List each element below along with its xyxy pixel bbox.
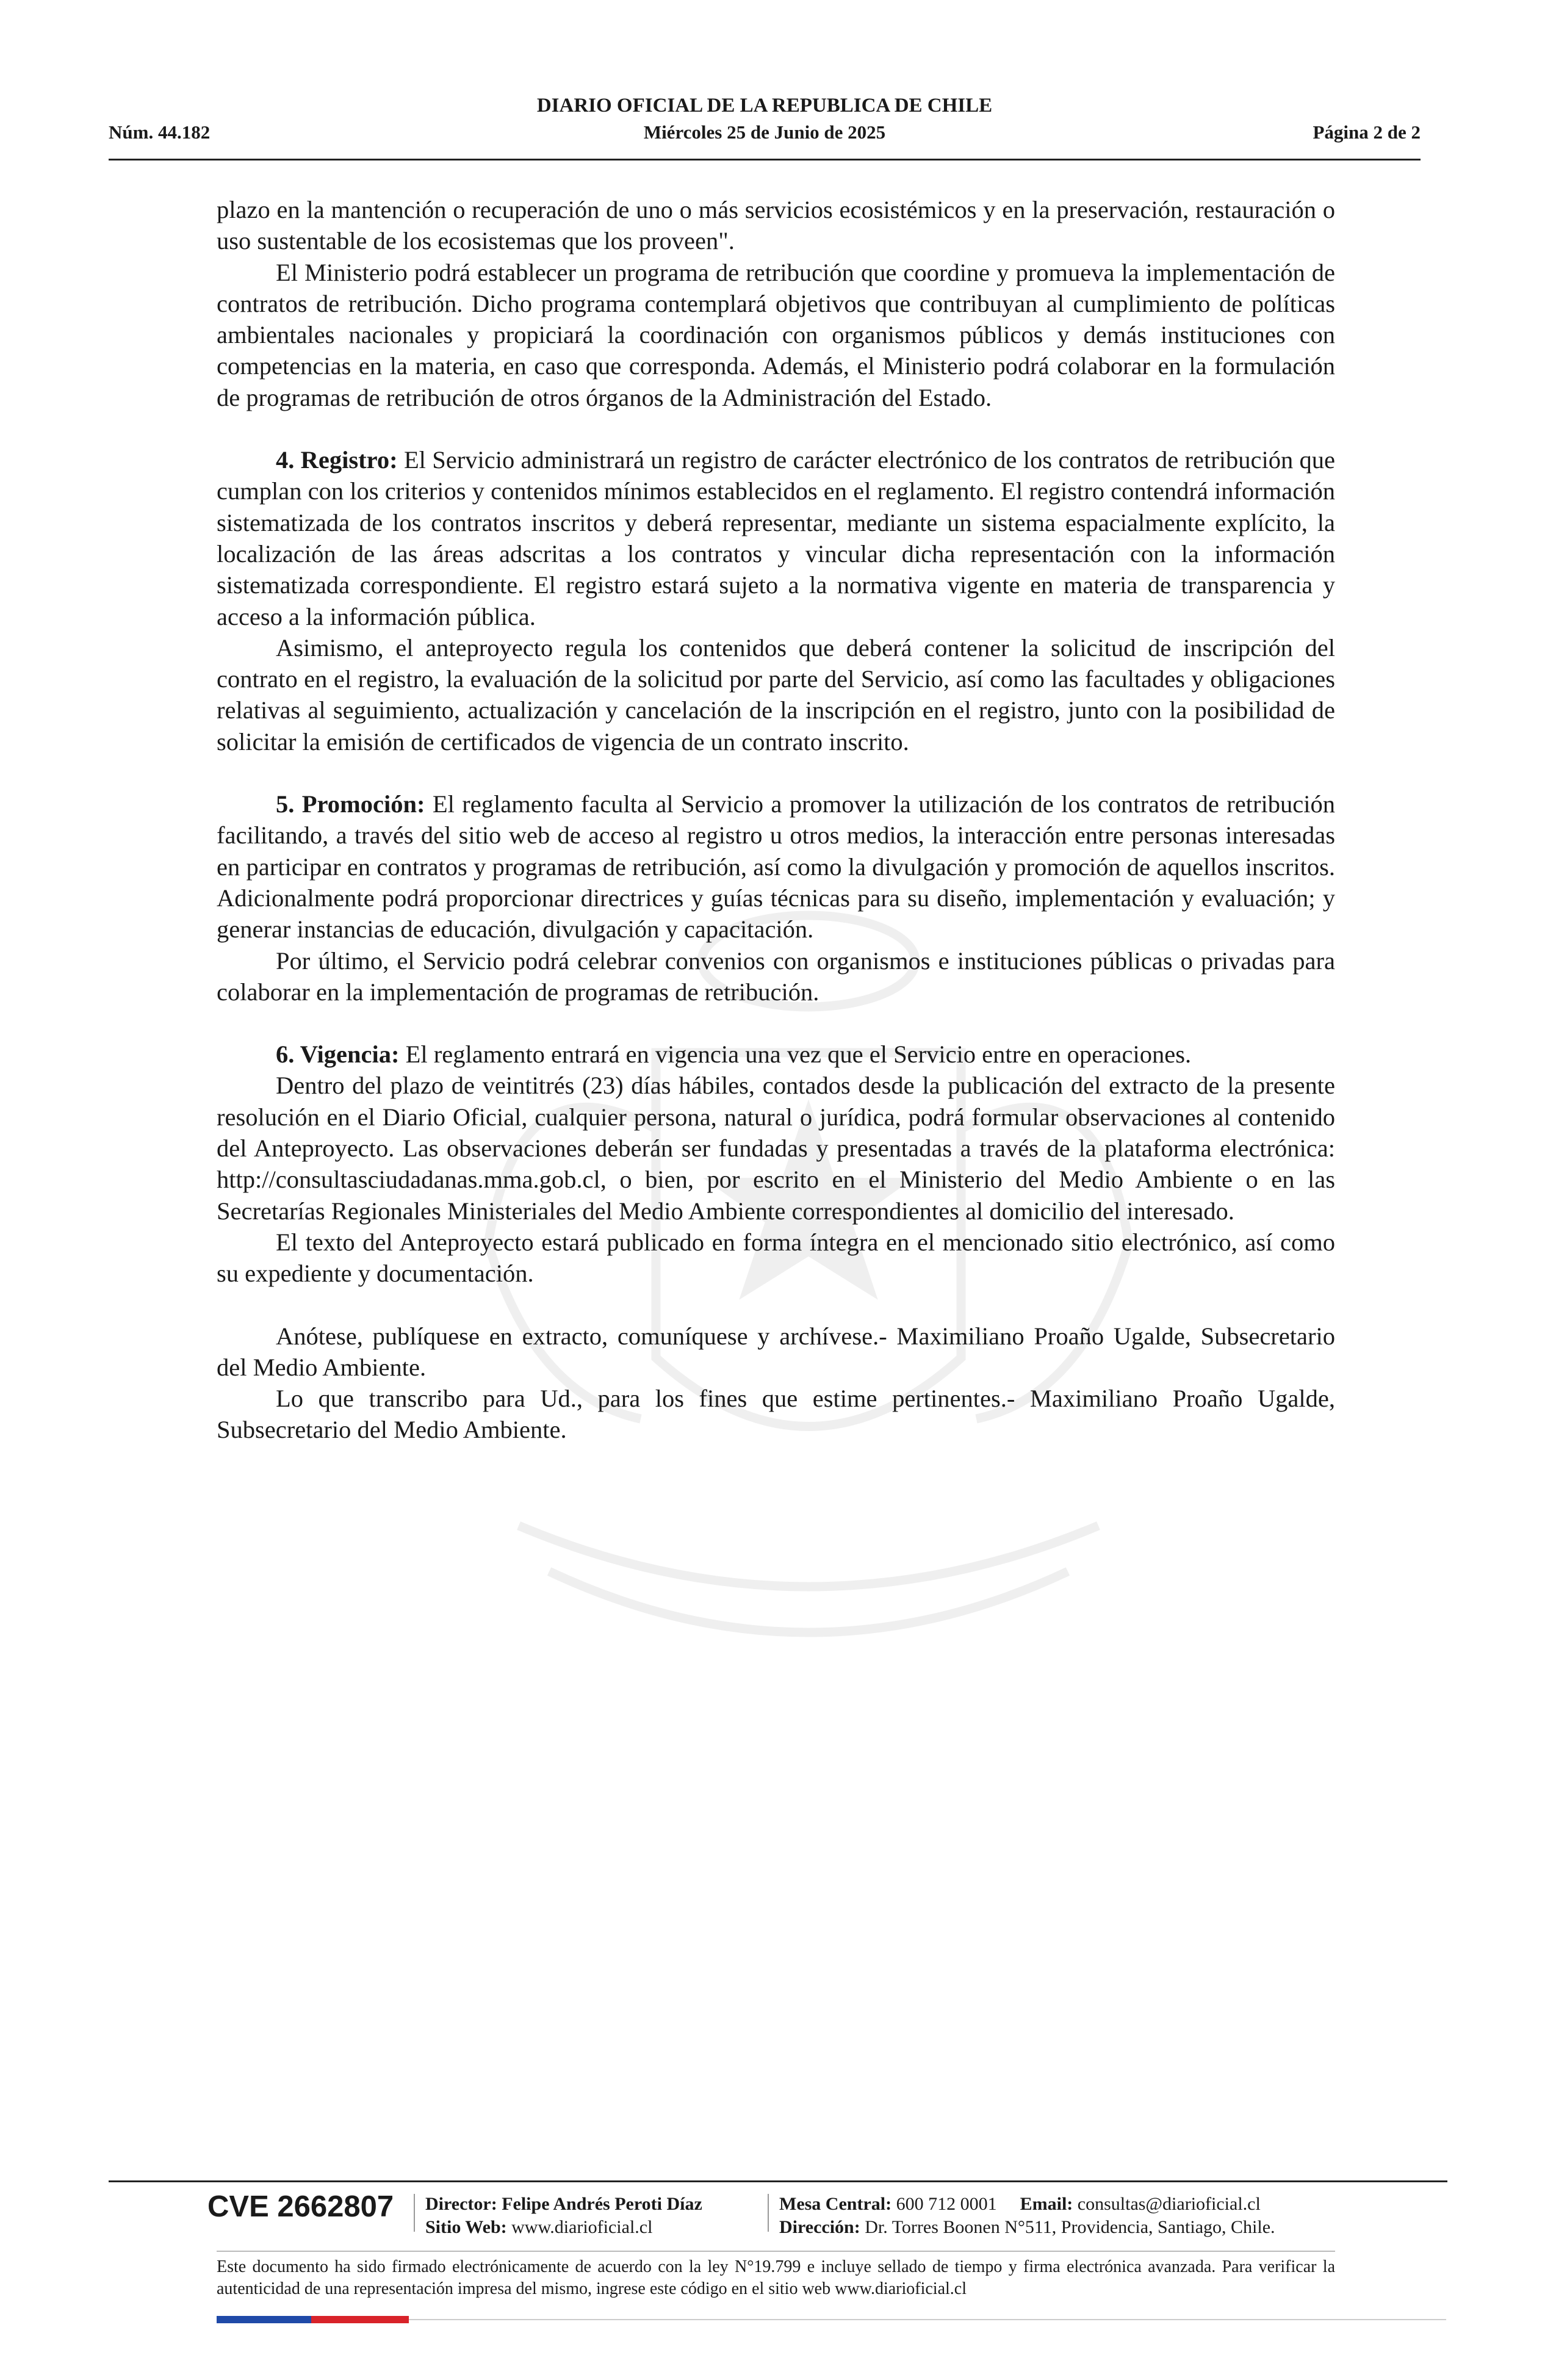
- footer-director-block: [425, 2193, 702, 2239]
- address-value: Dr. Torres Boonen N°511, Providencia, Santiago, Chile.: [860, 2217, 1275, 2237]
- section-heading: 4. Registro:: [276, 446, 398, 474]
- phone-email-line: [779, 2193, 1275, 2216]
- email-label: Email:: [1020, 2194, 1073, 2214]
- section-vigencia: [217, 1039, 1335, 1070]
- website-label: Sitio Web:: [425, 2217, 507, 2237]
- email-address[interactable]: consultas@diarioficial.cl: [1073, 2194, 1261, 2214]
- phone-label: Mesa Central:: [779, 2194, 892, 2214]
- flag-stripe-red: [311, 2316, 409, 2323]
- section-registro: [217, 444, 1335, 632]
- paragraph: El texto del Anteproyecto estará publicado en forma íntegra en el mencionado sitio electrónico, así como su expediente y documentación.: [217, 1228, 1335, 1288]
- website-url[interactable]: www.diarioficial.cl: [506, 2217, 653, 2237]
- footer-divider: [109, 2180, 1447, 2182]
- address-label: Dirección:: [779, 2217, 860, 2237]
- bottom-divider: [409, 2319, 1446, 2320]
- page-indicator: Página 2 de 2: [1313, 121, 1421, 143]
- issue-number: Núm. 44.182: [109, 121, 211, 143]
- flag-stripe-blue: [217, 2316, 311, 2323]
- page-header: [109, 95, 1421, 160]
- paragraph: Dentro del plazo de veintitrés (23) días hábiles, contados desde la publicación del extracto de la presente resolución en el Diario Oficial, cualquier persona, natural o jurídica, podrá formular observaciones al contenido del Anteproyecto. Las observaciones deberán ser fundadas y presentadas a través de la plataforma electrónica: http://consultasciudadanas.mma.gob.cl, o bien, por escrito en el Ministerio del Medio Ambiente o en las Secretarías Regionales Ministeriales del Medio Ambiente correspondientes al domicilio del interesado.: [217, 1072, 1335, 1225]
- paragraph: plazo en la mantención o recuperación de uno o más servicios ecosistémicos y en la preservación, restauración o uso sustentable de los ecosistemas que los proveen".: [217, 196, 1335, 255]
- section-heading: 5. Promoción:: [276, 790, 425, 818]
- director-name: Felipe Andrés Peroti Díaz: [497, 2194, 702, 2214]
- section-text: El Servicio administrará un registro de carácter electrónico de los contratos de retribución que cumplan con los criterios y contenidos mínimos establecidos en el reglamento. El registro contendrá información sistematizada de los contratos inscritos y deberá representar, mediante un sistema espacialmente explícito, la localización de las áreas adscritas a los contratos y vincular dicha representación con la información sistematizada correspondiente. El registro estará sujeto a la normativa vigente en materia de transparencia y acceso a la información pública.: [217, 446, 1335, 630]
- issue-date: Miércoles 25 de Junio de 2025: [643, 121, 886, 143]
- paragraph: Por último, el Servicio podrá celebrar convenios con organismos e instituciones públicas o privadas para colaborar en la implementación de programas de retribución.: [217, 947, 1335, 1006]
- cve-code: CVE 2662807: [207, 2190, 394, 2223]
- section-text: El reglamento faculta al Servicio a promover la utilización de los contratos de retribución facilitando, a través del sitio web de acceso al registro u otros medios, la interacción entre personas interesadas en participar en contratos y programas de retribución, así como la divulgación y promoción de aquellos inscritos. Adicionalmente podrá proporcionar directrices y guías técnicas para su diseño, implementación y evaluación; y generar instancias de educación, divulgación y capacitación.: [217, 790, 1335, 943]
- section-heading: 6. Vigencia:: [276, 1040, 400, 1069]
- director-label: Director:: [425, 2194, 497, 2214]
- director-line: [425, 2193, 702, 2216]
- document-body: [217, 194, 1335, 1446]
- closing-paragraph: Lo que transcribo para Ud., para los fines que estime pertinentes.- Maximiliano Proaño Ugalde, Subsecretario del Medio Ambiente.: [217, 1385, 1335, 1444]
- footer-separator: [768, 2194, 769, 2232]
- address-line: [779, 2216, 1275, 2239]
- section-promocion: [217, 788, 1335, 945]
- website-line: [425, 2216, 702, 2239]
- footer-separator: [414, 2194, 415, 2232]
- footer-thin-divider: [217, 2251, 1335, 2252]
- section-text: El reglamento entrará en vigencia una vez que el Servicio entre en operaciones.: [399, 1040, 1192, 1069]
- footer-contact-block: [779, 2193, 1275, 2239]
- publication-title: DIARIO OFICIAL DE LA REPUBLICA DE CHILE: [536, 95, 993, 117]
- paragraph: El Ministerio podrá establecer un programa de retribución que coordine y promueva la implementación de contratos de retribución. Dicho programa contemplará objetivos que contribuyan al cumplimiento de políticas ambientales nacionales y propiciará la coordinación con organismos públicos y demás instituciones con competencias en la materia, en caso que corresponda. Además, el Ministerio podrá colaborar en la formulación de programas de retribución de otros órganos de la Administración del Estado.: [217, 258, 1335, 411]
- paragraph: Asimismo, el anteproyecto regula los contenidos que deberá contener la solicitud de inscripción del contrato en el registro, la evaluación de la solicitud por parte del Servicio, así como las facultades y obligaciones relativas al seguimiento, actualización y cancelación de la inscripción en el registro, junto con la posibilidad de solicitar la emisión de certificados de vigencia de un contrato inscrito.: [217, 633, 1335, 755]
- closing-paragraph: Anótese, publíquese en extracto, comuníquese y archívese.- Maximiliano Proaño Ugalde, Subsecretario del Medio Ambiente.: [217, 1322, 1335, 1381]
- phone-number: 600 712 0001: [891, 2194, 997, 2214]
- legal-notice: Este documento ha sido firmado electrónicamente de acuerdo con la ley N°19.799 e incluye sellado de tiempo y firma electrónica avanzada. Para verificar la autenticidad de una representación impresa del mismo, ingrese este código en el sitio web www.diarioficial.cl: [217, 2257, 1335, 2298]
